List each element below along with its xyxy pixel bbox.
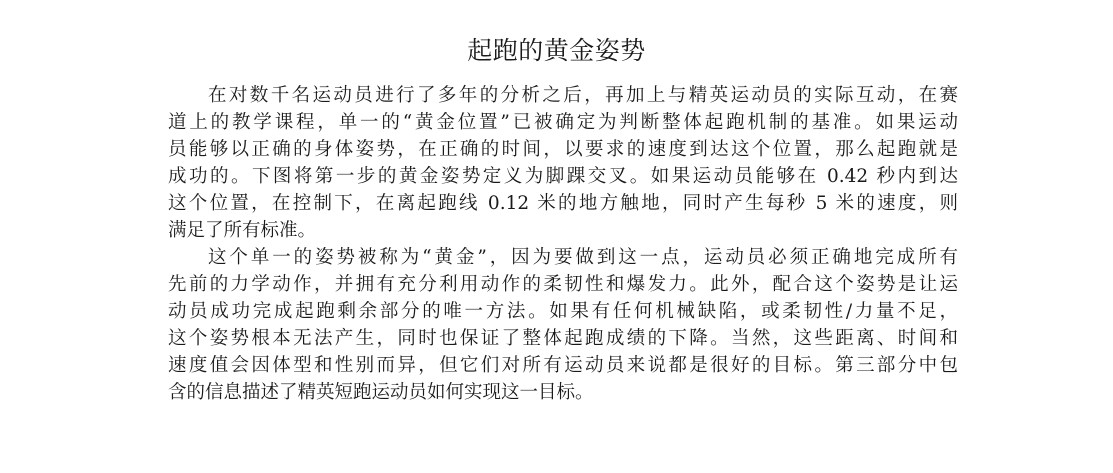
body-text (168, 82, 958, 406)
text-line: 先前的力学动作，并拥有充分利用动作的柔韧性和爆发力。此外，配合这个姿势是让运 (168, 274, 958, 295)
text-line: 含的信息描述了精英短跑运动员如何实现这一目标。 (168, 382, 594, 403)
page-title: 起跑的黄金姿势 (467, 36, 646, 65)
text-line: 这个单一的姿势被称为“黄金”，因为要做到这一点，运动员必须正确地完成所有 (208, 247, 958, 268)
text-line: 动员成功完成起跑剩余部分的唯一方法。如果有任何机械缺陷，或柔韧性/力量不足， (168, 301, 958, 322)
paragraph-1 (168, 82, 958, 244)
text-line: 员能够以正确的身体姿势，在正确的时间，以要求的速度到达这个位置，那么起跑就是 (168, 139, 958, 160)
text-line: 这个位置，在控制下，在离起跑线 0.12 米的地方触地，同时产生每秒 5 米的速度，则 (168, 193, 958, 214)
text-line: 道上的教学课程，单一的“黄金位置”已被确定为判断整体起跑机制的基准。如果运动 (168, 112, 958, 133)
text-line: 满足了所有标准。 (168, 220, 317, 241)
text-line: 这个姿势根本无法产生，同时也保证了整体起跑成绩的下降。当然，这些距离、时间和 (168, 328, 958, 349)
text-line: 成功的。下图将第一步的黄金姿势定义为脚踝交叉。如果运动员能够在 0.42 秒内到达 (168, 166, 958, 187)
text-line: 速度值会因体型和性别而异，但它们对所有运动员来说都是很好的目标。第三部分中包 (168, 355, 958, 376)
text-line: 在对数千名运动员进行了多年的分析之后，再加上与精英运动员的实际互动，在赛 (208, 85, 958, 106)
paragraph-2 (168, 244, 958, 406)
